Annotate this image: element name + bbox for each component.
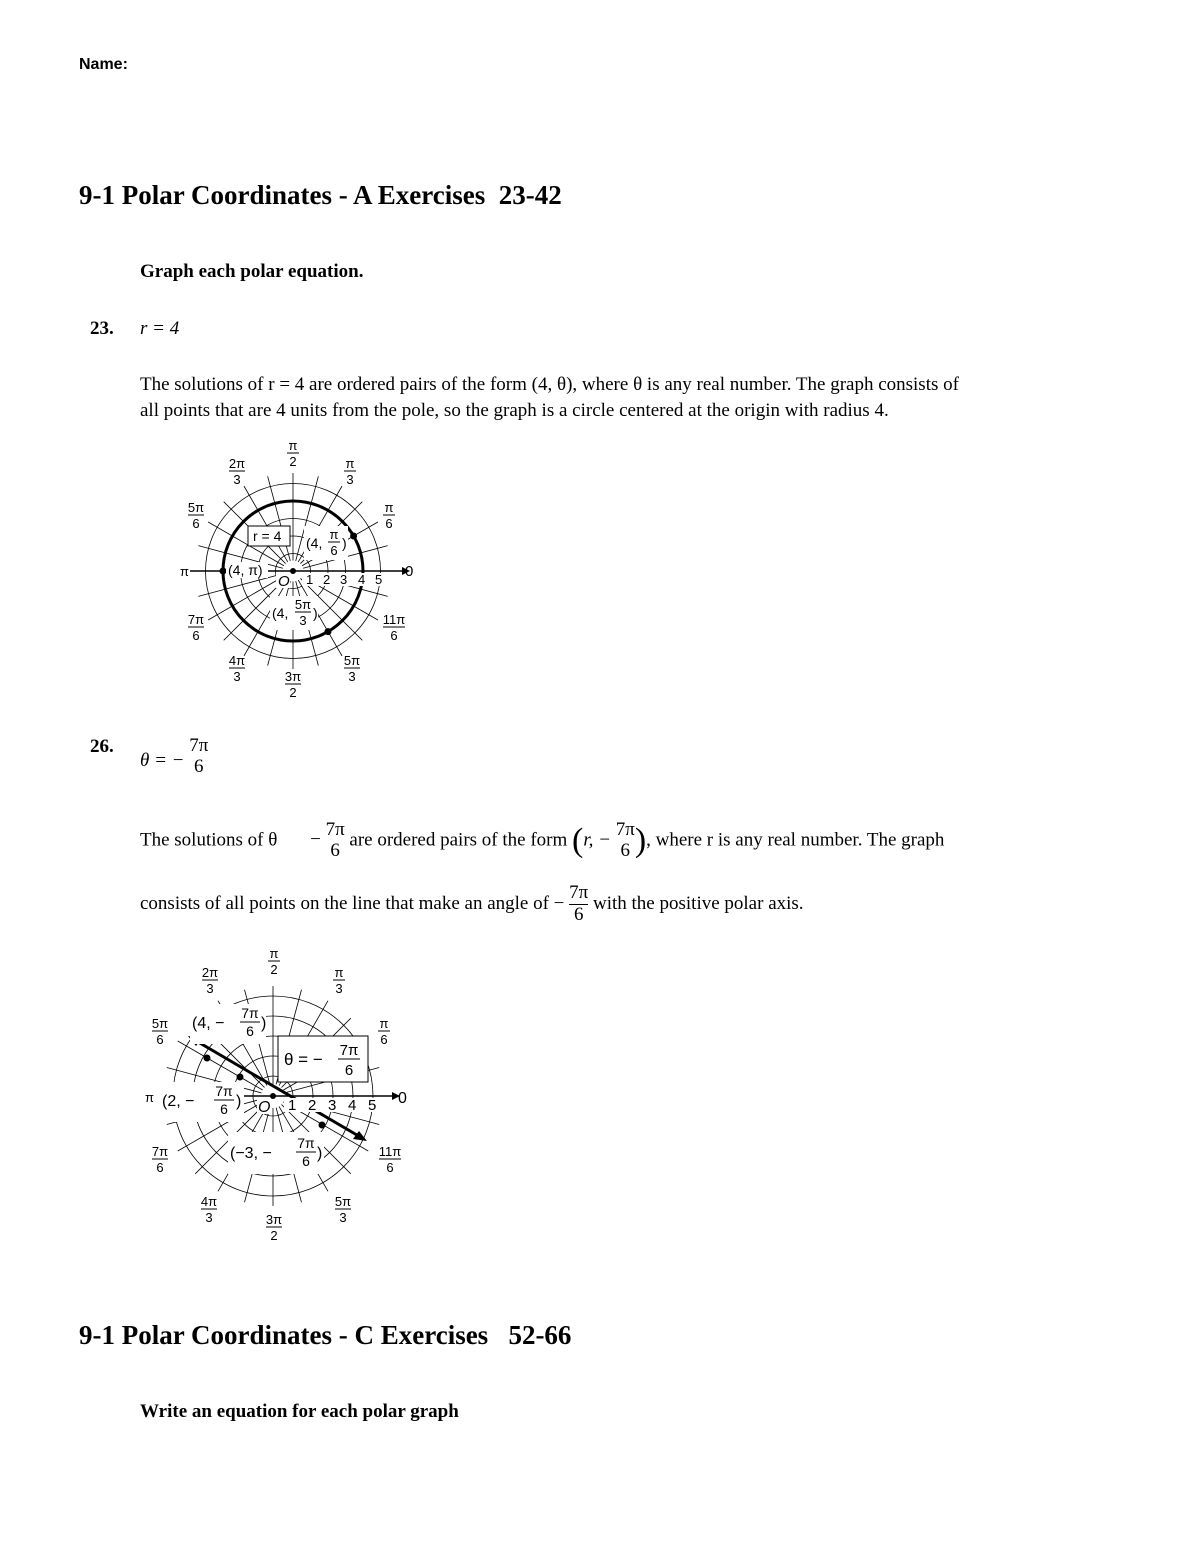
point-label-1-num: π: [329, 527, 339, 542]
label-2pi3-den: 3: [233, 472, 241, 487]
tick-1: 1: [306, 572, 314, 587]
point-label-1-prefix: (4,: [306, 535, 323, 551]
s2-frac-den: 6: [569, 904, 588, 926]
point-label-1-den: 6: [330, 543, 338, 558]
tick-3: 3: [340, 572, 348, 587]
label-11pi6-den: 6: [390, 628, 398, 643]
exercise-23-number: 23.: [90, 318, 114, 339]
s1-pair: r, −: [583, 829, 611, 851]
exercise-23-explanation: [140, 372, 1125, 424]
exercise-26-eq-num: 7π: [189, 735, 209, 756]
eq-box-den: 6: [344, 1062, 354, 1079]
origin-label: O: [278, 573, 290, 590]
s1-frac-den: 6: [330, 839, 340, 861]
label-4pi3-den: 3: [233, 669, 241, 684]
label-pi2-num: π: [269, 946, 279, 961]
s1-frac: [326, 820, 345, 862]
exercise-26-graph: [140, 944, 420, 1254]
s1-minus: −: [310, 829, 321, 851]
label-7pi6-num: 7π: [151, 1144, 169, 1159]
tick-4: 4: [348, 1097, 357, 1114]
tick-5: 5: [368, 1097, 377, 1114]
exercise-23-line2: all points that are 4 units from the pole, so the graph is a circle centered at the origin with radius 4.: [140, 400, 889, 421]
label-5pi3-den: 3: [348, 669, 356, 684]
pole-point: [290, 568, 296, 574]
label-4pi3-num: 4π: [200, 1194, 218, 1209]
point-label-1-den: 6: [246, 1023, 254, 1039]
label-2pi3-num: 2π: [201, 965, 219, 980]
label-7pi6-num: 7π: [187, 612, 205, 627]
exercise-23-line1: The solutions of r = 4 are ordered pairs of the form (4, θ), where θ is any real number. The graph consists of: [140, 374, 959, 395]
tick-2: 2: [323, 572, 331, 587]
label-3pi2-den: 2: [270, 1228, 278, 1243]
label-11pi6-num: 11π: [378, 1144, 402, 1159]
point-label-2-suffix: ): [236, 1093, 242, 1110]
point-label-3-den: 3: [299, 613, 307, 628]
s1-pair-frac: [616, 820, 635, 862]
label-11pi6-num: 11π: [382, 612, 406, 627]
s1-pair-frac-den: 6: [620, 839, 631, 861]
label-3pi2-num: 3π: [265, 1212, 283, 1227]
point-label-3-num: 7π: [297, 1135, 315, 1151]
exercise-26-equation: [140, 736, 208, 778]
label-2pi3-den: 3: [206, 981, 214, 996]
point-label-3-prefix: (−3, −: [230, 1145, 272, 1162]
point-label-3-suffix: ): [313, 605, 318, 621]
label-pi2-num: π: [288, 438, 298, 453]
label-5pi6-num: 5π: [187, 500, 205, 515]
point-4-pi6: [350, 533, 357, 540]
point-label-1-num: 7π: [241, 1005, 259, 1021]
eq-box-lhs: θ = −: [284, 1050, 323, 1069]
label-7pi6-den: 6: [156, 1160, 164, 1175]
section-a-title: 9-1 Polar Coordinates - A Exercises 23-42: [79, 180, 562, 210]
label-5pi6-den: 6: [192, 516, 200, 531]
label-zero: 0: [405, 563, 414, 580]
label-pi: π: [180, 564, 189, 579]
label-5pi3-den: 3: [339, 1210, 347, 1225]
point-label-1-suffix: ): [342, 535, 347, 551]
tick-5: 5: [375, 572, 383, 587]
s2-part-b: with the positive polar axis.: [593, 892, 804, 914]
label-pi3-den: 3: [335, 981, 343, 996]
exercise-26-polar-svg: [140, 944, 420, 1254]
label-7pi6-den: 6: [192, 628, 200, 643]
exercise-26-eq-den: 6: [194, 755, 204, 777]
section-c-title: 9-1 Polar Coordinates - C Exercises 52-66: [79, 1320, 572, 1350]
label-2pi3-num: 2π: [228, 456, 246, 471]
point-4-pi: [220, 568, 227, 575]
tick-2: 2: [308, 1097, 317, 1114]
label-pi: π: [145, 1090, 154, 1105]
exercise-26-number: 26.: [90, 736, 114, 757]
label-zero: 0: [398, 1090, 407, 1107]
point-label-3-suffix: ): [317, 1145, 323, 1162]
label-pi6-den: 6: [380, 1032, 388, 1047]
label-3pi2-den: 2: [289, 685, 297, 700]
section-c-instruction: Write an equation for each polar graph: [140, 1401, 459, 1422]
eq-box-num: 7π: [339, 1042, 359, 1059]
label-5pi3-num: 5π: [343, 653, 361, 668]
point-label-2-den: 6: [220, 1101, 228, 1117]
label-pi6-num: π: [379, 1016, 389, 1031]
exercise-23-graph: [170, 436, 420, 706]
s1-pair-frac-num: 7π: [615, 819, 635, 840]
label-11pi6-den: 6: [386, 1160, 394, 1175]
label-pi6-den: 6: [385, 516, 393, 531]
point-label-3-prefix: (4,: [272, 605, 289, 621]
tick-4: 4: [358, 572, 366, 587]
label-pi6-num: π: [384, 500, 394, 515]
point-4: [204, 1055, 211, 1062]
label-5pi6-num: 5π: [151, 1016, 169, 1031]
exercise-26-sentence-1: [140, 820, 944, 862]
s1-frac-num: 7π: [325, 819, 345, 840]
axis-ticks: [302, 572, 384, 587]
s1-paren-open: (: [572, 821, 584, 859]
label-pi3-num: π: [345, 456, 355, 471]
eq-box-text: r = 4: [253, 528, 282, 544]
label-3pi2-num: 3π: [284, 669, 302, 684]
point-label-2: (4, π): [228, 562, 263, 578]
point-label-2-num: 7π: [215, 1083, 233, 1099]
axis-ticks: [284, 1097, 382, 1114]
label-pi2-den: 2: [289, 454, 297, 469]
s1-part-a: The solutions of θ: [140, 829, 278, 851]
exercise-23-equation: r = 4: [140, 318, 180, 339]
exercise-26-eq-frac: [189, 736, 208, 778]
s1-part-c: , where r is any real number. The graph: [646, 829, 945, 851]
label-pi3-num: π: [334, 965, 344, 980]
point-label-1-suffix: ): [261, 1015, 267, 1032]
exercise-26-sentence-2: [140, 883, 804, 926]
grid-spoke: [244, 486, 288, 562]
s2-frac-num: 7π: [569, 882, 589, 903]
point-label-2-prefix: (2, −: [162, 1093, 195, 1110]
section-a-instruction: Graph each polar equation.: [140, 261, 364, 282]
point-2: [237, 1074, 244, 1081]
s1-part-b: are ordered pairs of the form: [349, 829, 568, 851]
exercise-23-polar-svg: [170, 436, 420, 706]
s1-paren-close: ): [634, 821, 647, 859]
label-5pi6-den: 6: [156, 1032, 164, 1047]
point-label-3-num: 5π: [294, 597, 312, 612]
tick-1: 1: [288, 1097, 297, 1114]
label-4pi3-num: 4π: [228, 653, 246, 668]
s2-frac: [569, 883, 588, 926]
s2-part-a: consists of all points on the line that make an angle of −: [140, 892, 565, 914]
origin-label: O: [258, 1099, 271, 1116]
label-5pi3-num: 5π: [334, 1194, 352, 1209]
tick-3: 3: [328, 1097, 337, 1114]
label-4pi3-den: 3: [205, 1210, 213, 1225]
label-pi2-den: 2: [270, 962, 278, 977]
name-label: Name:: [79, 56, 128, 73]
point-label-3-den: 6: [302, 1153, 310, 1169]
point-4-5pi3: [325, 628, 332, 635]
exercise-26-eq-lhs: θ = −: [140, 750, 185, 771]
label-pi3-den: 3: [346, 472, 354, 487]
point-neg3: [319, 1122, 326, 1129]
point-label-1-prefix: (4, −: [192, 1015, 225, 1032]
